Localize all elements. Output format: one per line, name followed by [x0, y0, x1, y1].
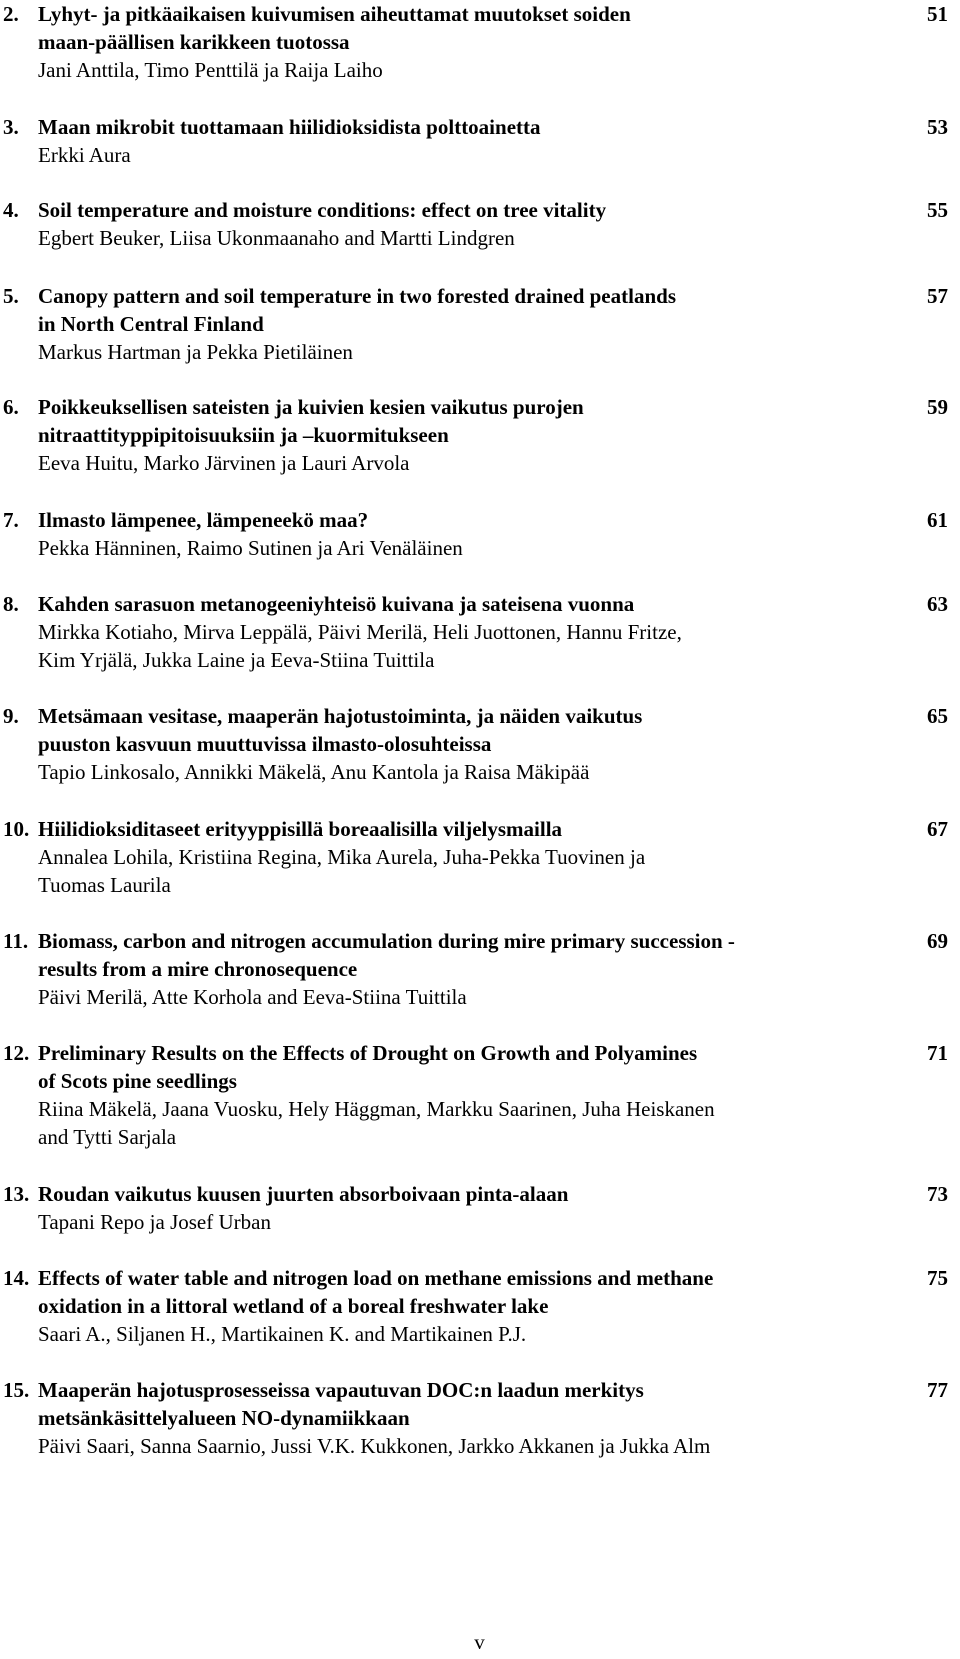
entry-authors-line: Päivi Saari, Sanna Saarnio, Jussi V.K. Kukkonen, Jarkko Akkanen ja Jukka Alm: [38, 1434, 711, 1458]
entry-title-line: Poikkeuksellisen sateisten ja kuivien kesien vaikutus purojen: [38, 395, 584, 419]
entry-authors-line: Tapani Repo ja Josef Urban: [38, 1210, 271, 1234]
entry-body: [38, 1180, 858, 1236]
entry-body: [38, 590, 858, 674]
entry-title-line: nitraattityppipitoisuuksiin ja –kuormitukseen: [38, 423, 449, 447]
entry-body: [38, 702, 858, 786]
entry-title-line: Hiilidioksiditaseet erityyppisillä boreaalisilla viljelysmailla: [38, 817, 563, 841]
entry-authors-line: Pekka Hänninen, Raimo Sutinen ja Ari Venäläinen: [38, 536, 463, 560]
entry-authors-line: Annalea Lohila, Kristiina Regina, Mika Aurela, Juha-Pekka Tuovinen ja: [38, 845, 646, 869]
entry-authors-line: Mirkka Kotiaho, Mirva Leppälä, Päivi Merilä, Heli Juottonen, Hannu Fritze,: [38, 620, 682, 644]
entry-authors-line: Tuomas Laurila: [38, 873, 171, 897]
entry-page-number: 61: [927, 508, 948, 532]
entry-page-number: 51: [927, 2, 948, 26]
entry-title-line: Kahden sarasuon metanogeeniyhteisö kuivana ja sateisena vuonna: [38, 592, 635, 616]
entry-page-number: 69: [927, 929, 948, 953]
page-number-footer: v: [474, 1630, 486, 1654]
entry-number: 3.: [3, 115, 19, 139]
entry-body: [38, 0, 858, 84]
entry-body: [38, 815, 858, 899]
entry-number: 12.: [3, 1041, 30, 1065]
entry-page-number: 71: [927, 1041, 948, 1065]
entry-title-line: puuston kasvuun muuttuvissa ilmasto-olosuhteissa: [38, 732, 492, 756]
entry-number: 10.: [3, 817, 30, 841]
entry-number: 8.: [3, 592, 19, 616]
entry-body: [38, 1376, 858, 1460]
entry-authors-line: Egbert Beuker, Liisa Ukonmaanaho and Martti Lindgren: [38, 226, 515, 250]
entry-title-line: Soil temperature and moisture conditions: effect on tree vitality: [38, 198, 607, 222]
entry-title-line: maan-päällisen karikkeen tuotossa: [38, 30, 350, 54]
entry-number: 6.: [3, 395, 19, 419]
entry-body: [38, 1039, 858, 1151]
entry-authors-line: and Tytti Sarjala: [38, 1125, 177, 1149]
entry-authors-line: Kim Yrjälä, Jukka Laine ja Eeva-Stiina Tuittila: [38, 648, 435, 672]
entry-title-line: Biomass, carbon and nitrogen accumulation during mire primary succession -: [38, 929, 735, 953]
entry-title-line: Ilmasto lämpenee, lämpeneekö maa?: [38, 508, 369, 532]
entry-number: 11.: [3, 929, 29, 953]
entry-page-number: 53: [927, 115, 948, 139]
entry-title-line: in North Central Finland: [38, 312, 264, 336]
entry-authors-line: Erkki Aura: [38, 143, 131, 167]
entry-page-number: 57: [927, 284, 948, 308]
entry-authors-line: Jani Anttila, Timo Penttilä ja Raija Laiho: [38, 58, 383, 82]
entry-title-line: results from a mire chronosequence: [38, 957, 358, 981]
entry-authors-line: Riina Mäkelä, Jaana Vuosku, Hely Häggman, Markku Saarinen, Juha Heiskanen: [38, 1097, 715, 1121]
entry-page-number: 55: [927, 198, 948, 222]
entry-number: 5.: [3, 284, 19, 308]
entry-body: [38, 927, 858, 1011]
entry-number: 9.: [3, 704, 19, 728]
entry-body: [38, 196, 858, 252]
entry-authors-line: Saari A., Siljanen H., Martikainen K. and Martikainen P.J.: [38, 1322, 527, 1346]
entry-number: 7.: [3, 508, 19, 532]
entry-body: [38, 506, 858, 562]
entry-authors-line: Eeva Huitu, Marko Järvinen ja Lauri Arvola: [38, 451, 410, 475]
entry-authors-line: Tapio Linkosalo, Annikki Mäkelä, Anu Kantola ja Raisa Mäkipää: [38, 760, 590, 784]
entry-number: 13.: [3, 1182, 30, 1206]
entry-title-line: Maan mikrobit tuottamaan hiilidioksidista polttoainetta: [38, 115, 541, 139]
entry-page-number: 75: [927, 1266, 948, 1290]
entry-authors-line: Markus Hartman ja Pekka Pietiläinen: [38, 340, 353, 364]
entry-title-line: Maaperän hajotusprosesseissa vapautuvan DOC:n laadun merkitys: [38, 1378, 644, 1402]
entry-body: [38, 282, 858, 366]
entry-page-number: 65: [927, 704, 948, 728]
entry-page-number: 77: [927, 1378, 948, 1402]
entry-body: [38, 393, 858, 477]
entry-title-line: metsänkäsittelyalueen NO-dynamiikkaan: [38, 1406, 410, 1430]
entry-page-number: 73: [927, 1182, 948, 1206]
entry-body: [38, 113, 858, 169]
entry-page-number: 63: [927, 592, 948, 616]
entry-page-number: 59: [927, 395, 948, 419]
entry-number: 15.: [3, 1378, 30, 1402]
entry-page-number: 67: [927, 817, 948, 841]
entry-number: 14.: [3, 1266, 30, 1290]
entry-title-line: Metsämaan vesitase, maaperän hajotustoiminta, ja näiden vaikutus: [38, 704, 643, 728]
entry-title-line: Roudan vaikutus kuusen juurten absorboivaan pinta-alaan: [38, 1182, 569, 1206]
entry-number: 2.: [3, 2, 19, 26]
entry-number: 4.: [3, 198, 19, 222]
entry-title-line: Preliminary Results on the Effects of Drought on Growth and Polyamines: [38, 1041, 698, 1065]
entry-title-line: of Scots pine seedlings: [38, 1069, 237, 1093]
entry-title-line: Canopy pattern and soil temperature in two forested drained peatlands: [38, 284, 676, 308]
entry-title-line: Lyhyt- ja pitkäaikaisen kuivumisen aiheuttamat muutokset soiden: [38, 2, 631, 26]
entry-title-line: oxidation in a littoral wetland of a boreal freshwater lake: [38, 1294, 549, 1318]
entry-title-line: Effects of water table and nitrogen load on methane emissions and methane: [38, 1266, 714, 1290]
entry-authors-line: Päivi Merilä, Atte Korhola and Eeva-Stiina Tuittila: [38, 985, 467, 1009]
entry-body: [38, 1264, 858, 1348]
